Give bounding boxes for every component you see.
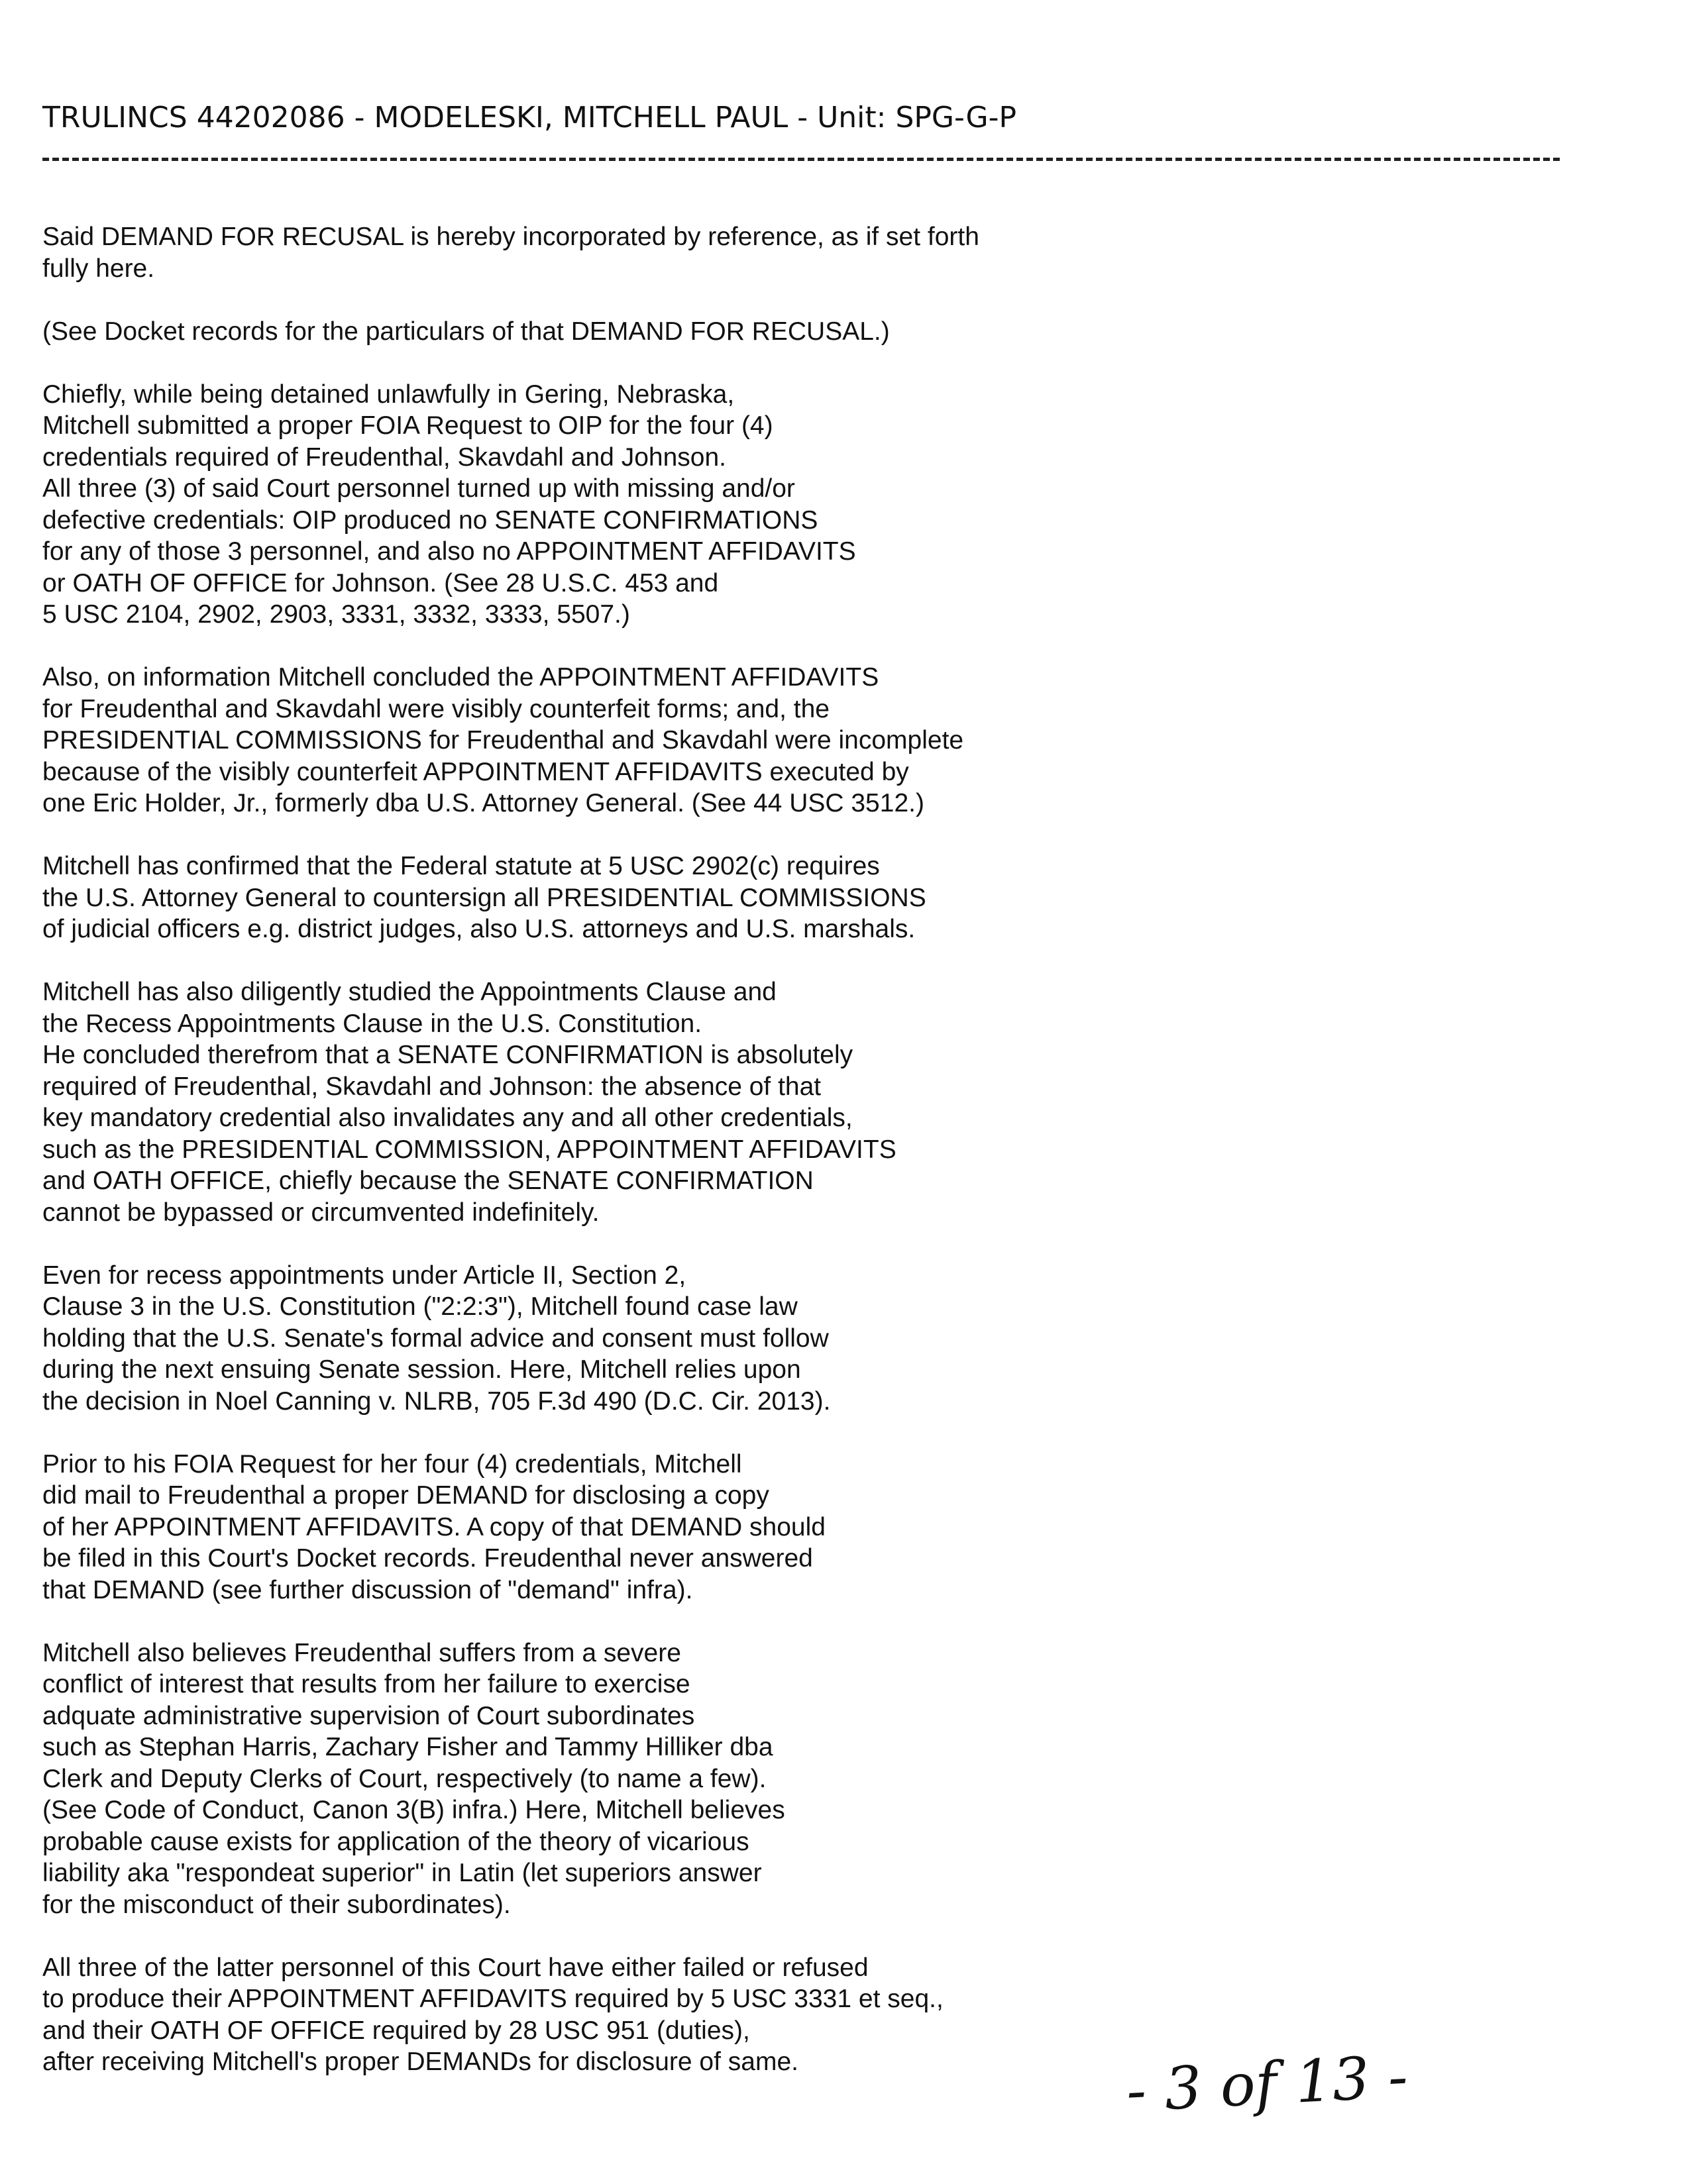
text-line: and OATH OFFICE, chiefly because the SENATE CONFIRMATION xyxy=(42,1167,814,1195)
text-line: the Recess Appointments Clause in the U.S. Constitution. xyxy=(42,1009,702,1038)
text-line: for Freudenthal and Skavdahl were visibly counterfeit forms; and, the xyxy=(42,694,830,723)
dashed-separator xyxy=(42,158,1560,161)
paragraph xyxy=(42,316,1129,348)
paragraph xyxy=(42,851,1129,945)
text-line: for the misconduct of their subordinates). xyxy=(42,1890,511,1919)
text-line: such as Stephan Harris, Zachary Fisher and Tammy Hilliker dba xyxy=(42,1733,773,1761)
text-line: did mail to Freudenthal a proper DEMAND for disclosing a copy xyxy=(42,1481,769,1510)
text-line: credentials required of Freudenthal, Skavdahl and Johnson. xyxy=(42,442,726,472)
text-line: adquate administrative supervision of Court subordinates xyxy=(42,1701,695,1730)
paragraph xyxy=(42,1952,1129,2078)
text-line: be filed in this Court's Docket records. Freudenthal never answered xyxy=(42,1544,813,1573)
text-line: fully here. xyxy=(42,254,155,283)
text-line: for any of those 3 personnel, and also no APPOINTMENT AFFIDAVITS xyxy=(42,537,856,566)
text-line: conflict of interest that results from her failure to exercise xyxy=(42,1670,690,1698)
text-line: or OATH OF OFFICE for Johnson. (See 28 U.S.C. 453 and xyxy=(42,568,719,598)
text-line: one Eric Holder, Jr., formerly dba U.S. Attorney General. (See 44 USC 3512.) xyxy=(42,789,924,817)
text-line: 5 USC 2104, 2902, 2903, 3331, 3332, 3333, 5507.) xyxy=(42,600,630,629)
document-body xyxy=(42,221,1129,2109)
text-line: during the next ensuing Senate session. Here, Mitchell relies upon xyxy=(42,1355,801,1384)
text-line: of judicial officers e.g. district judges, also U.S. attorneys and U.S. marshals. xyxy=(42,915,916,943)
paragraph xyxy=(42,221,1129,284)
document-header: TRULINCS 44202086 - MODELESKI, MITCHELL PAUL - Unit: SPG-G-P xyxy=(42,101,1017,134)
text-line: after receiving Mitchell's proper DEMANDs for disclosure of same. xyxy=(42,2048,798,2076)
text-line: Chiefly, while being detained unlawfully in Gering, Nebraska, xyxy=(42,380,735,409)
text-line: He concluded therefrom that a SENATE CONFIRMATION is absolutely xyxy=(42,1041,853,1069)
text-line: Prior to his FOIA Request for her four (4) credentials, Mitchell xyxy=(42,1449,742,1479)
text-line: probable cause exists for application of the theory of vicarious xyxy=(42,1827,749,1856)
paragraph xyxy=(42,976,1129,1228)
text-line: Mitchell submitted a proper FOIA Request to OIP for the four (4) xyxy=(42,411,773,440)
text-line: because of the visibly counterfeit APPOINTMENT AFFIDAVITS executed by xyxy=(42,757,909,786)
text-line: Mitchell has also diligently studied the Appointments Clause and xyxy=(42,978,777,1006)
text-line: (See Code of Conduct, Canon 3(B) infra.) Here, Mitchell believes xyxy=(42,1796,785,1824)
text-line: such as the PRESIDENTIAL COMMISSION, APPOINTMENT AFFIDAVITS xyxy=(42,1135,896,1164)
text-line: required of Freudenthal, Skavdahl and Johnson: the absence of that xyxy=(42,1072,822,1101)
paragraph xyxy=(42,1260,1129,1418)
paragraph xyxy=(42,1638,1129,1921)
text-line: Also, on information Mitchell concluded the APPOINTMENT AFFIDAVITS xyxy=(42,663,879,692)
text-line: All three of the latter personnel of this Court have either failed or refused xyxy=(42,1953,869,1982)
text-line: to produce their APPOINTMENT AFFIDAVITS required by 5 USC 3331 et seq., xyxy=(42,1985,944,2013)
text-line: Said DEMAND FOR RECUSAL is hereby incorporated by reference, as if set forth xyxy=(42,223,979,251)
text-line: PRESIDENTIAL COMMISSIONS for Freudenthal and Skavdahl were incomplete xyxy=(42,726,964,754)
paragraph xyxy=(42,379,1129,631)
text-line: that DEMAND (see further discussion of "demand" infra). xyxy=(42,1575,693,1604)
paragraph xyxy=(42,662,1129,819)
text-line: All three (3) of said Court personnel turned up with missing and/or xyxy=(42,474,795,503)
paragraph xyxy=(42,1449,1129,1606)
text-line: cannot be bypassed or circumvented indefinitely. xyxy=(42,1198,600,1227)
text-line: Mitchell has confirmed that the Federal statute at 5 USC 2902(c) requires xyxy=(42,852,880,880)
text-line: Clause 3 in the U.S. Constitution ("2:2:3"), Mitchell found case law xyxy=(42,1292,798,1321)
text-line: of her APPOINTMENT AFFIDAVITS. A copy of that DEMAND should xyxy=(42,1512,826,1541)
text-line: defective credentials: OIP produced no SENATE CONFIRMATIONS xyxy=(42,505,818,535)
text-line: Mitchell also believes Freudenthal suffers from a severe xyxy=(42,1638,681,1667)
handwritten-page-number: - 3 of 13 - xyxy=(1124,2042,1409,2125)
text-line: Clerk and Deputy Clerks of Court, respectively (to name a few). xyxy=(42,1764,767,1793)
text-line: Even for recess appointments under Article II, Section 2, xyxy=(42,1261,686,1290)
text-line: the U.S. Attorney General to countersign all PRESIDENTIAL COMMISSIONS xyxy=(42,883,926,912)
text-line: holding that the U.S. Senate's formal advice and consent must follow xyxy=(42,1324,829,1353)
text-line: key mandatory credential also invalidates any and all other credentials, xyxy=(42,1104,853,1132)
text-line: the decision in Noel Canning v. NLRB, 705 F.3d 490 (D.C. Cir. 2013). xyxy=(42,1386,831,1416)
text-line: (See Docket records for the particulars of that DEMAND FOR RECUSAL.) xyxy=(42,317,890,346)
text-line: liability aka "respondeat superior" in Latin (let superiors answer xyxy=(42,1859,762,1887)
text-line: and their OATH OF OFFICE required by 28 USC 951 (duties), xyxy=(42,2016,750,2045)
